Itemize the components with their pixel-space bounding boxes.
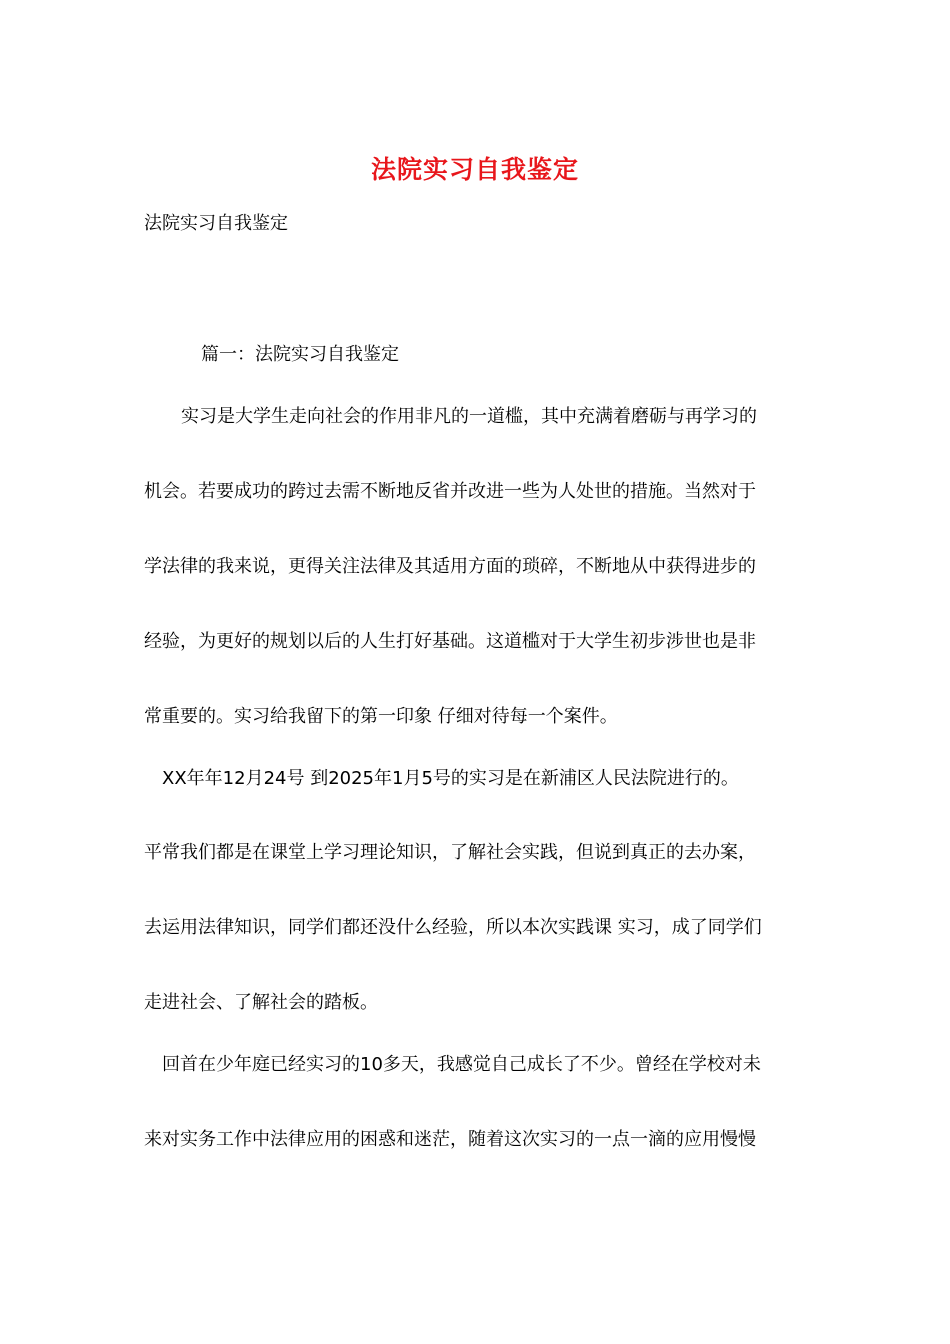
paragraph-line: 实习是大学生走向社会的作用非凡的一道槛，其中充满着磨砺与再学习的 bbox=[181, 406, 757, 427]
paragraph-line: 走进社会、了解社会的踏板。 bbox=[144, 992, 378, 1013]
paragraph-line: 机会。若要成功的跨过去需不断地反省并改进一些为人处世的措施。当然对于 bbox=[144, 481, 756, 502]
section-heading: 篇一：法院实习自我鉴定 bbox=[201, 344, 399, 365]
document-subtitle: 法院实习自我鉴定 bbox=[144, 213, 288, 234]
paragraph-line: 常重要的。实习给我留下的第一印象 仔细对待每一个案件。 bbox=[144, 706, 618, 727]
paragraph-line: 学法律的我来说，更得关注法律及其适用方面的琐碎，不断地从中获得进步的 bbox=[144, 556, 756, 577]
paragraph-line: 经验，为更好的规划以后的人生打好基础。这道槛对于大学生初步涉世也是非 bbox=[144, 631, 756, 652]
paragraph-line: 平常我们都是在课堂上学习理论知识，了解社会实践，但说到真正的去办案， bbox=[144, 842, 756, 863]
paragraph-line: 去运用法律知识，同学们都还没什么经验，所以本次实践课 实习，成了同学们 bbox=[144, 917, 762, 938]
paragraph-line: 来对实务工作中法律应用的困惑和迷茫，随着这次实习的一点一滴的应用慢慢 bbox=[144, 1129, 756, 1150]
paragraph-line: 回首在少年庭已经实习的10多天，我感觉自己成长了不少。曾经在学校对未 bbox=[162, 1054, 761, 1075]
document-title: 法院实习自我鉴定 bbox=[370, 155, 579, 184]
paragraph-line: XX年年12月24号 到2025年1月5号的实习是在新浦区人民法院进行的。 bbox=[162, 768, 739, 789]
